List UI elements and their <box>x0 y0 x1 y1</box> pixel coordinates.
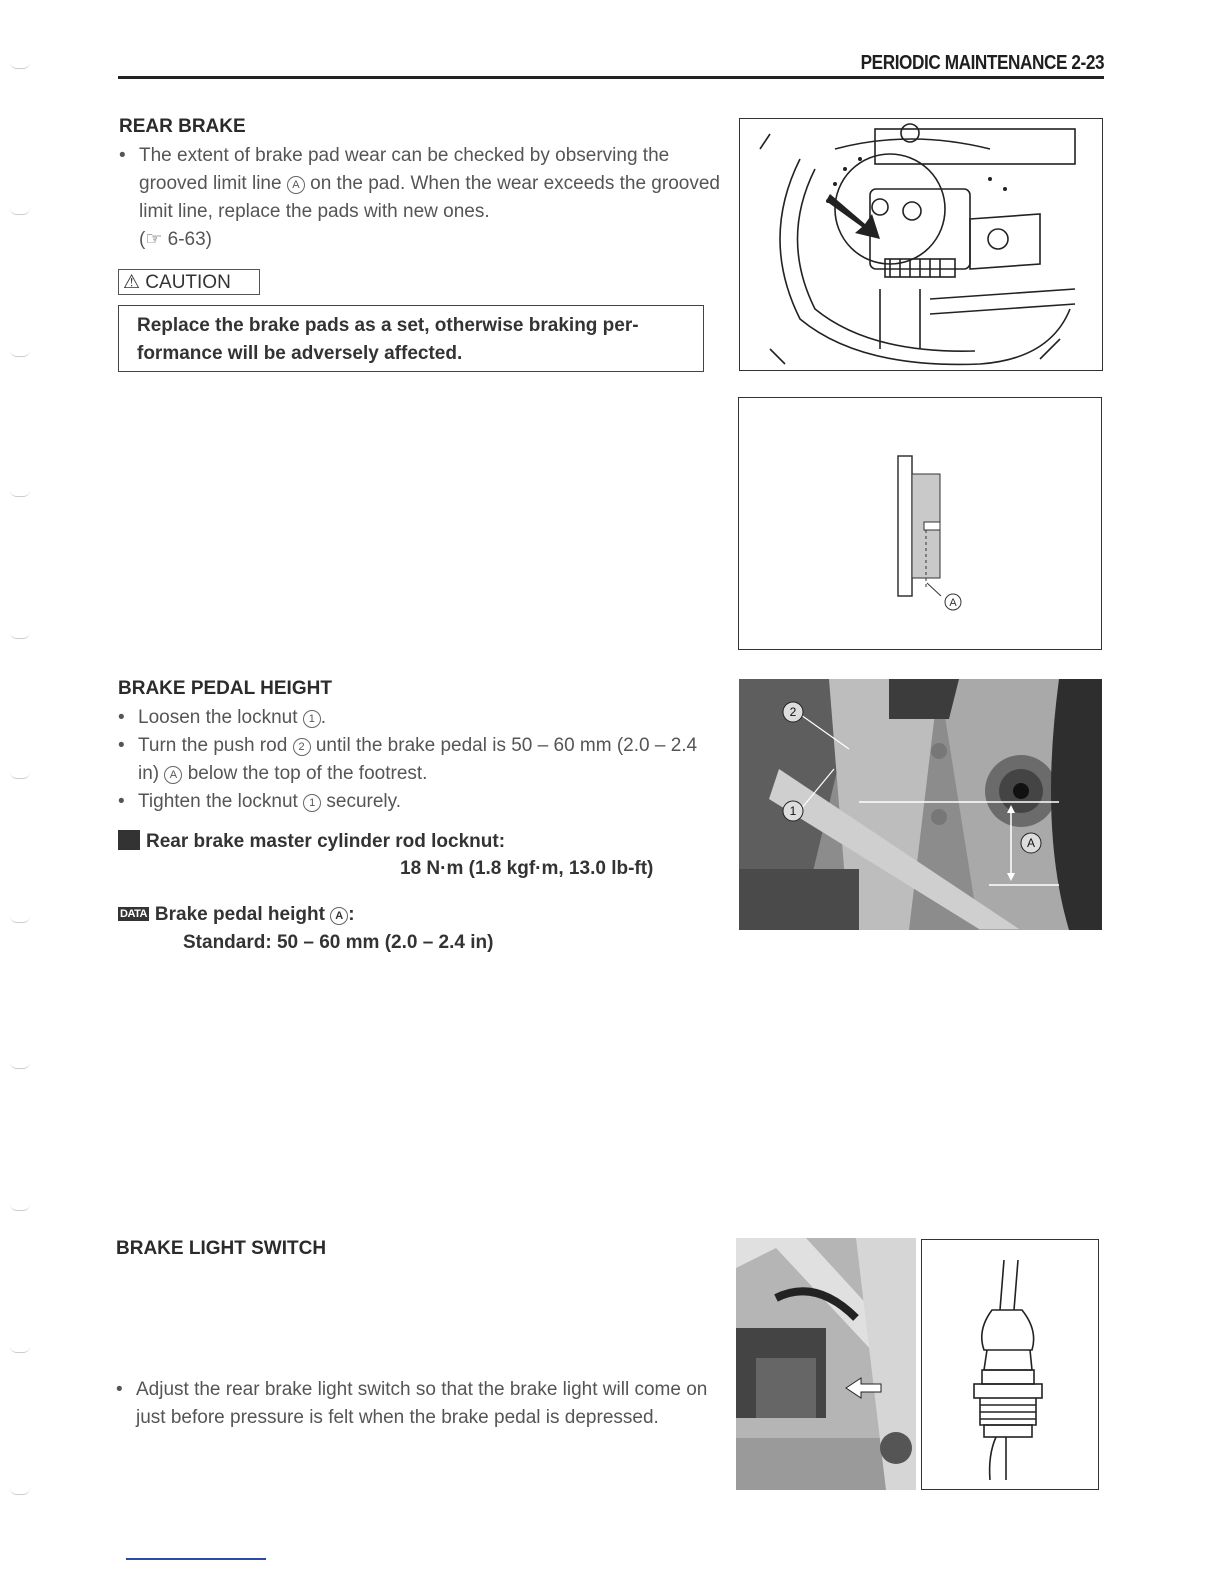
pedal-height-spec: DATA Brake pedal height A : <box>120 904 355 925</box>
torque-value: 18 N·m (1.8 kgf·m, 13.0 lb-ft) <box>400 858 654 879</box>
torque-wrench-icon <box>118 830 140 850</box>
brake-caliper-illustration <box>739 118 1103 371</box>
cross-reference: (☞ 6-63) <box>139 229 212 250</box>
pedal-step-2-text-a: Turn the push rod <box>138 735 288 756</box>
binding-mark <box>10 1204 30 1211</box>
binding-mark <box>10 208 30 215</box>
binding-mark <box>10 1062 30 1069</box>
marker-a: A <box>330 907 348 925</box>
binding-mark <box>10 772 30 779</box>
marker-1: 1 <box>303 710 321 728</box>
pedal-step-3-text-a: Tighten the locknut <box>138 791 298 812</box>
pedal-step-1: • Loosen the locknut 1 . <box>118 704 710 732</box>
pedal-height-label: Brake pedal height <box>154 904 325 925</box>
pedal-step-2 <box>118 732 710 788</box>
brake-light-switch-title: BRAKE LIGHT SWITCH <box>116 1238 327 1259</box>
footer-link-underline <box>126 1558 266 1560</box>
marker-2: 2 <box>293 738 311 756</box>
marker-1: 1 <box>303 794 321 812</box>
pedal-height-photo <box>739 679 1102 930</box>
header-rule <box>118 76 1104 79</box>
rear-brake-title: REAR BRAKE <box>119 116 246 137</box>
binding-mark <box>10 62 30 69</box>
pedal-steps <box>118 704 710 816</box>
pedal-height-title: BRAKE PEDAL HEIGHT <box>118 678 332 699</box>
rear-brake-text-1: The extent of brake pad wear can be checked by observing the grooved limit line <box>139 145 670 194</box>
binding-mark <box>10 490 30 497</box>
binding-mark <box>10 632 30 639</box>
torque-spec <box>118 830 505 853</box>
binding-mark <box>10 1488 30 1495</box>
pedal-step-3 <box>118 788 710 816</box>
photo-marker-2: 2 <box>789 705 797 719</box>
caliper-drawing <box>740 119 1102 370</box>
pad-drawing <box>739 398 1101 649</box>
switch-photo-drawing <box>736 1238 916 1490</box>
brake-pad-diagram <box>738 397 1102 650</box>
pedal-step-2-text-b: until the brake pedal is 50 – 60 mm (2.0 – 2.4 in) <box>138 735 698 784</box>
torque-label: Rear brake master cylinder rod locknut: <box>146 831 506 852</box>
photo-marker-1: 1 <box>789 804 797 818</box>
pedal-step-1-text: Loosen the locknut <box>138 707 298 728</box>
rear-brake-bullet <box>119 142 727 254</box>
rear-brake-text-2: on the pad. When the wear exceeds the grooved limit line, replace the pads with new ones. <box>139 173 720 222</box>
page-header-title: PERIODIC MAINTENANCE 2-23 <box>860 52 1104 74</box>
marker-a: A <box>164 766 182 784</box>
data-icon: DATA <box>120 908 147 920</box>
pad-marker-a: A <box>949 597 957 609</box>
brake-light-switch-bullet: • Adjust the rear brake light switch so that the brake light will come on just before pressure is felt when the brake pedal is depressed. <box>116 1376 724 1432</box>
binding-mark <box>10 1346 30 1353</box>
pedal-step-3-text-b: securely. <box>326 791 402 812</box>
caution-label: ⚠ CAUTION <box>118 269 260 295</box>
pedal-height-standard: Standard: 50 – 60 mm (2.0 – 2.4 in) <box>183 932 494 953</box>
binding-mark <box>10 916 30 923</box>
caution-box: Replace the brake pads as a set, otherwise braking per-formance will be adversely affected. <box>118 305 704 372</box>
marker-a: A <box>287 176 305 194</box>
photo-marker-a: A <box>1026 836 1036 850</box>
brake-light-switch-illustration <box>921 1239 1099 1490</box>
pedal-step-2-text-c: below the top of the footrest. <box>187 763 428 784</box>
pedal-photo-drawing <box>739 679 1102 930</box>
switch-drawing <box>922 1240 1098 1489</box>
brake-light-switch-photo <box>736 1238 916 1490</box>
binding-mark <box>10 350 30 357</box>
